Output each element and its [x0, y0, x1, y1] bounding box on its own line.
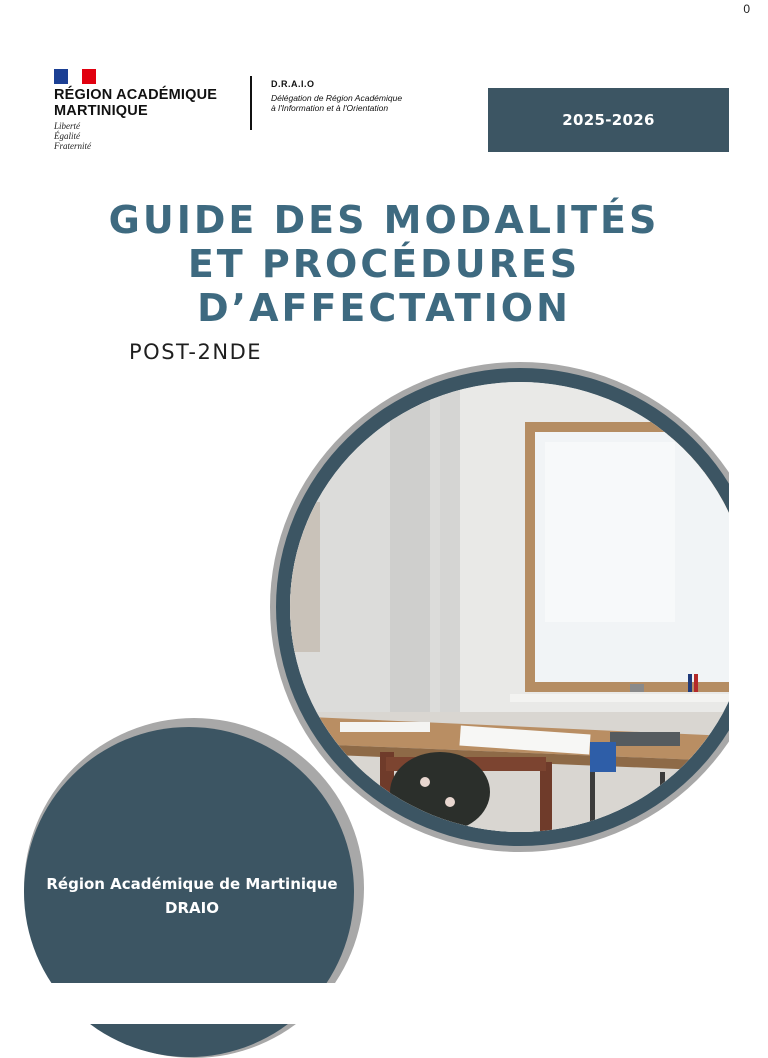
classroom-photo-frame [270, 362, 768, 852]
issuer-line-1: Région Académique de Martinique [46, 875, 338, 893]
left-margin [0, 700, 24, 1024]
marianne-flag-icon [54, 69, 96, 84]
draio-subtitle-2: à l'Information et à l'Orientation [271, 103, 389, 113]
title-line-2: ET PROCÉDURES [187, 242, 581, 286]
motto-egalite: Égalité [54, 131, 80, 141]
issuer-line-2: DRAIO [165, 899, 219, 917]
classroom-illustration [290, 382, 750, 832]
title-line-1: GUIDE DES MODALITÉS [108, 198, 660, 242]
draio-subtitle-1: Délégation de Région Académique [271, 93, 403, 103]
region-name [54, 87, 217, 119]
motto [54, 121, 91, 151]
document-subtitle: POST-2NDE [129, 340, 263, 364]
draio-block [271, 79, 402, 113]
right-margin [729, 340, 768, 880]
school-year-badge [488, 88, 729, 152]
header-divider [250, 76, 252, 130]
classroom-photo [290, 382, 750, 832]
document-title [0, 198, 768, 330]
draio-title: D.R.A.I.O [271, 79, 315, 89]
title-line-3: D’AFFECTATION [197, 286, 571, 330]
motto-fraternite: Fraternité [54, 141, 91, 151]
bottom-margin [0, 983, 768, 1024]
school-year-text: 2025-2026 [562, 111, 655, 129]
region-line-2: MARTINIQUE [54, 103, 148, 119]
issuer-text [24, 872, 360, 920]
motto-liberte: Liberté [54, 121, 80, 131]
region-line-1: RÉGION ACADÉMIQUE [54, 87, 218, 103]
page-number: 0 [743, 2, 750, 16]
